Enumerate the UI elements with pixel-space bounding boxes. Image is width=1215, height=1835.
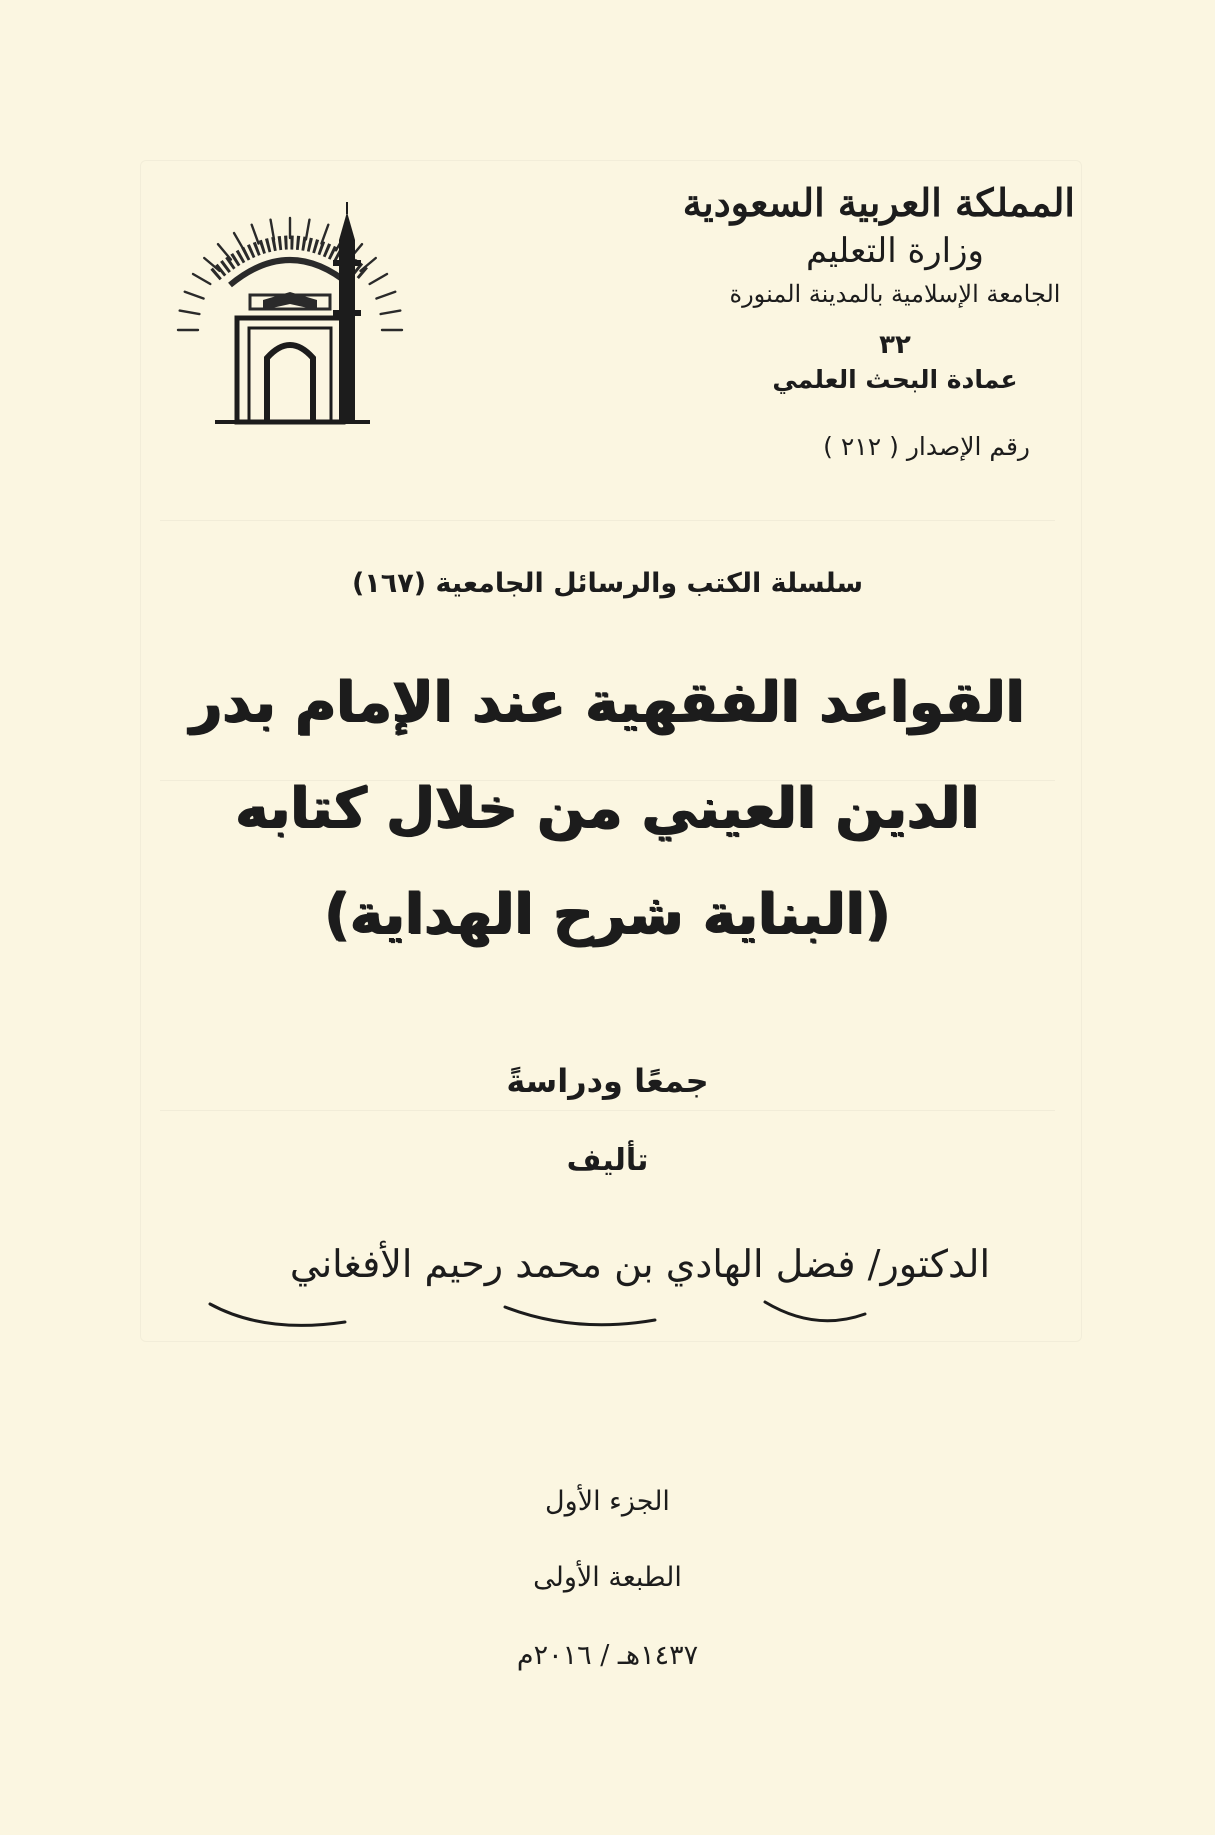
emblem-ray [185,292,204,299]
university-emblem-icon [175,200,405,425]
university-name: الجامعة الإسلامية بالمدينة المنورة [729,280,1061,308]
deanship-name: عمادة البحث العلمي [772,365,1018,394]
byline-label: تأليف [566,1143,649,1178]
deanship-number: ٣٢ [879,330,911,360]
title-line: (البناية شرح الهداية) [324,882,891,947]
calligraphy-swash-icon [205,1292,1025,1342]
institution-header [682,178,1075,398]
emblem-ray [376,292,395,299]
emblem-ray [321,225,328,244]
book-subtitle: جمعًا ودراسةً [506,1062,709,1100]
emblem-ray [218,244,231,259]
ministry-name: وزارة التعليم [806,231,984,271]
kingdom-name: المملكة العربية السعودية [682,180,1075,225]
bleed-through-line [160,520,1055,521]
title-line: القواعد الفقهية عند الإمام بدر [190,670,1025,735]
publication-date: ١٤٣٧هـ / ٢٠١٦م [516,1640,699,1671]
bleed-through-line [160,1110,1055,1111]
author-name: الدكتور/ فضل الهادي بن محمد رحيم الأفغاني [289,1242,991,1286]
emblem-ray [306,220,309,240]
printing-label: الطبعة الأولى [533,1562,682,1593]
title-line: الدين العيني من خلال كتابه [235,776,980,841]
emblem-ray [193,274,210,284]
issue-number: رقم الإصدار ( ٢١٢ ) [823,432,1030,461]
book-title [150,650,1065,968]
emblem-ray [381,311,401,314]
emblem-ray [370,274,387,284]
emblem-ray [252,225,259,244]
series-line: سلسلة الكتب والرسائل الجامعية (١٦٧) [351,568,864,599]
volume-label: الجزء الأول [545,1486,670,1517]
emblem-ray [271,220,274,240]
emblem-ray [180,311,200,314]
